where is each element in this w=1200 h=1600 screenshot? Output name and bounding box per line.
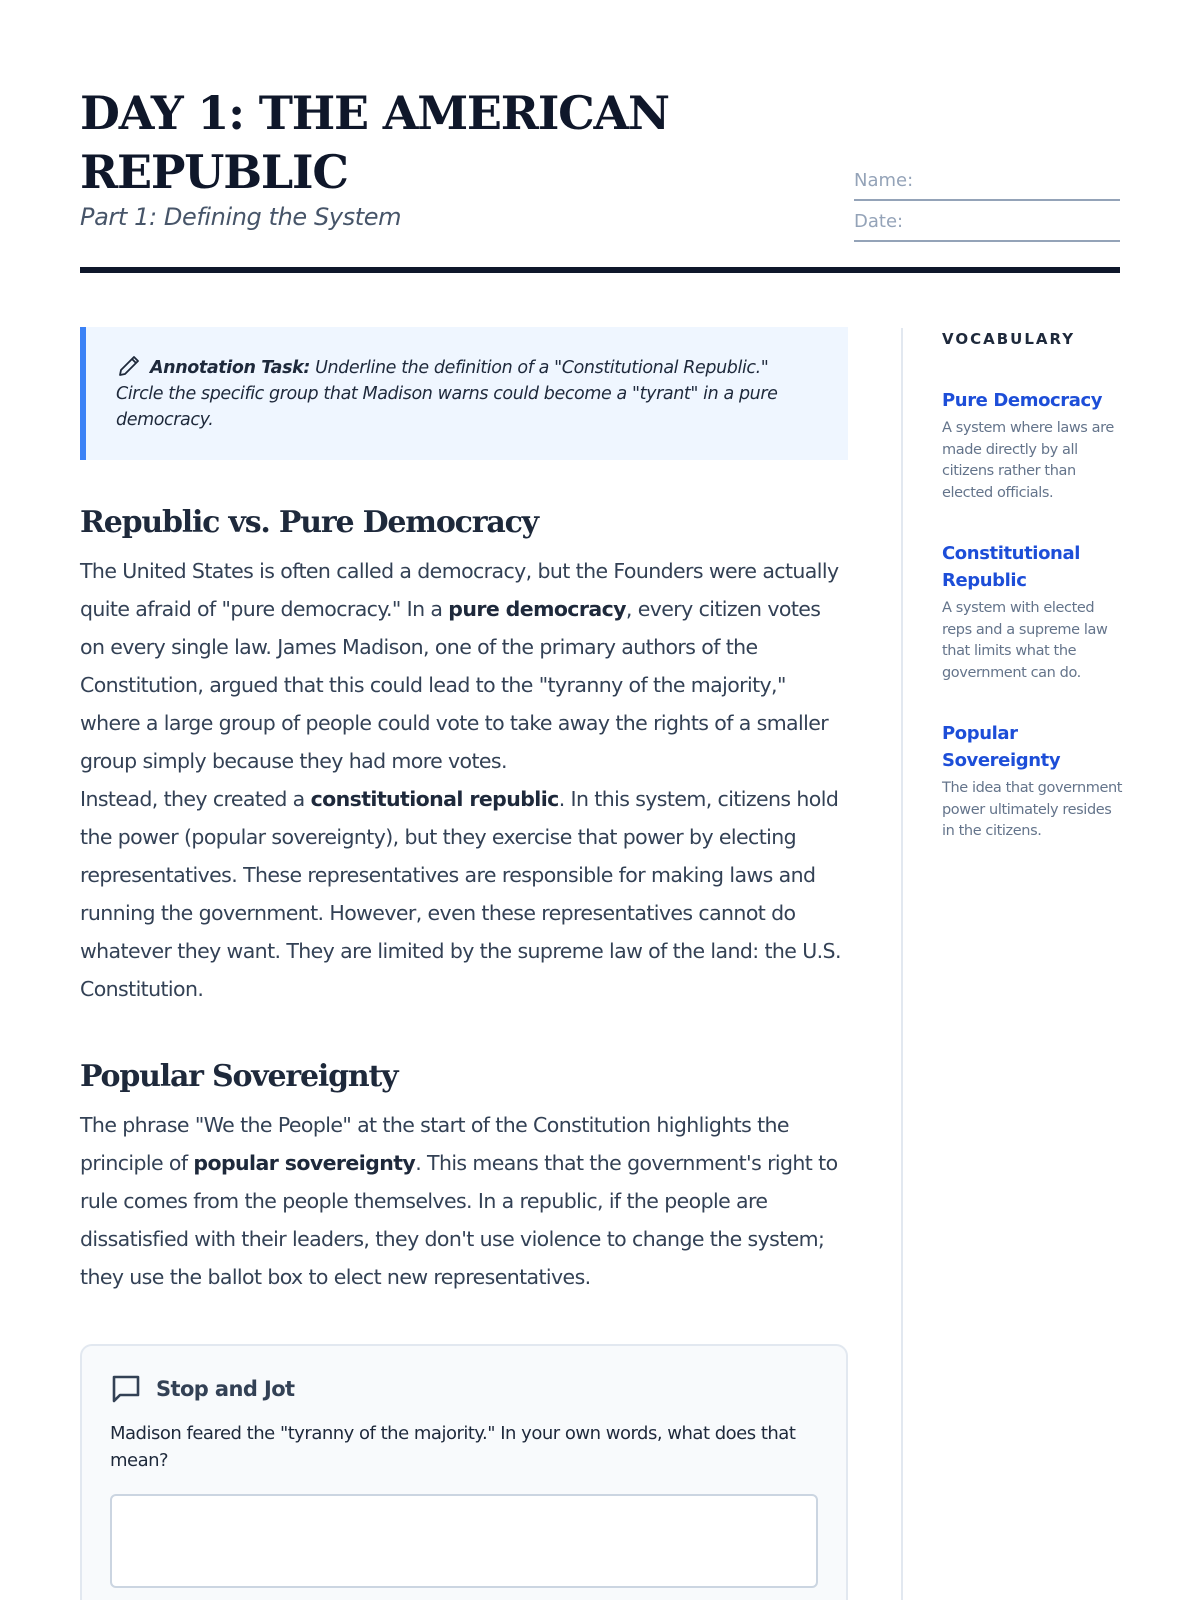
paragraph — [80, 780, 848, 1008]
speech-bubble-icon — [110, 1373, 142, 1405]
pencil-icon — [116, 355, 142, 377]
vocab-term: Constitutional Republic — [942, 543, 1080, 591]
vocab-term: Pure Democracy — [942, 390, 1103, 411]
key-term: popular sovereignty — [193, 1151, 416, 1175]
student-info — [854, 160, 1120, 242]
worksheet-header — [80, 0, 1120, 275]
vocab-definition: A system where laws are made directly by all citizens rather than elected officials. — [942, 420, 1114, 501]
vocab-term: Popular Sovereignty — [942, 723, 1061, 771]
section-title-republic: Republic vs. Pure Democracy — [80, 505, 538, 540]
vocab-item — [942, 387, 1127, 504]
annotation-label: Annotation Task: — [150, 358, 310, 378]
key-term: constitutional republic — [310, 787, 559, 811]
key-term: pure democracy — [448, 597, 626, 621]
page-subtitle: Part 1: Defining the System — [80, 203, 402, 231]
vocabulary-sidebar — [942, 327, 1127, 843]
paragraph-text: The phrase "We the People" at the start of the Constitution highlights the principle of — [80, 1113, 789, 1175]
paragraph-text: . This means that the government's right to rule comes from the people themselves. In a republic, if the people are dissatisfied with their leaders, they don't use violence to change the system; they use the ballot box to elect new representatives. — [80, 1151, 838, 1289]
name-field[interactable]: Name: — [854, 160, 1120, 201]
section-title-popular-sovereignty: Popular Sovereignty — [80, 1059, 398, 1094]
vocabulary-heading: VOCABULARY — [942, 330, 1076, 348]
paragraph — [80, 1106, 848, 1296]
vocab-definition: The idea that government power ultimately resides in the citizens. — [942, 780, 1123, 839]
annotation-task-box — [80, 327, 848, 460]
page-title: DAY 1: THE AMERICAN REPUBLIC — [80, 86, 669, 199]
stop-and-jot-box — [80, 1344, 848, 1600]
paragraph-text: . In this system, citizens hold the power (popular sovereignty), but they exercise that power by electing representatives. These representatives are responsible for making laws and running the government. However, even these representatives cannot do whatever they want. They are limited by the supreme law of the land: the U.S. Constitution. — [80, 787, 841, 1001]
stop-and-jot-prompt: Madison feared the "tyranny of the majority." In your own words, what does that mean? — [110, 1423, 796, 1471]
paragraph-text: , every citizen votes on every single law. James Madison, one of the primary authors of the Constitution, argued that this could lead to the "tyranny of the majority," where a large group of people could vote to take away the rights of a smaller group simply because they had more votes. — [80, 597, 829, 773]
stop-and-jot-header — [110, 1374, 818, 1404]
paragraph-text: Instead, they created a — [80, 787, 311, 811]
header-rule — [80, 267, 1120, 273]
vocab-definition: A system with elected reps and a supreme law that limits what the government can do. — [942, 600, 1108, 681]
stop-and-jot-title: Stop and Jot — [156, 1377, 295, 1401]
date-field[interactable]: Date: — [854, 201, 1120, 242]
main-content — [80, 327, 848, 1600]
paragraph-text: The United States is often called a democracy, but the Founders were actually quite afraid of "pure democracy." In a — [80, 559, 839, 621]
sidebar-divider — [901, 328, 903, 1600]
stop-and-jot-answer-input[interactable] — [110, 1494, 818, 1588]
annotation-text: Underline the definition of a "Constitutional Republic." Circle the specific group that Madison warns could become a "tyrant" in a pure democracy. — [116, 358, 778, 430]
paragraph — [80, 552, 848, 780]
vocab-item — [942, 720, 1127, 843]
vocab-item — [942, 540, 1127, 684]
